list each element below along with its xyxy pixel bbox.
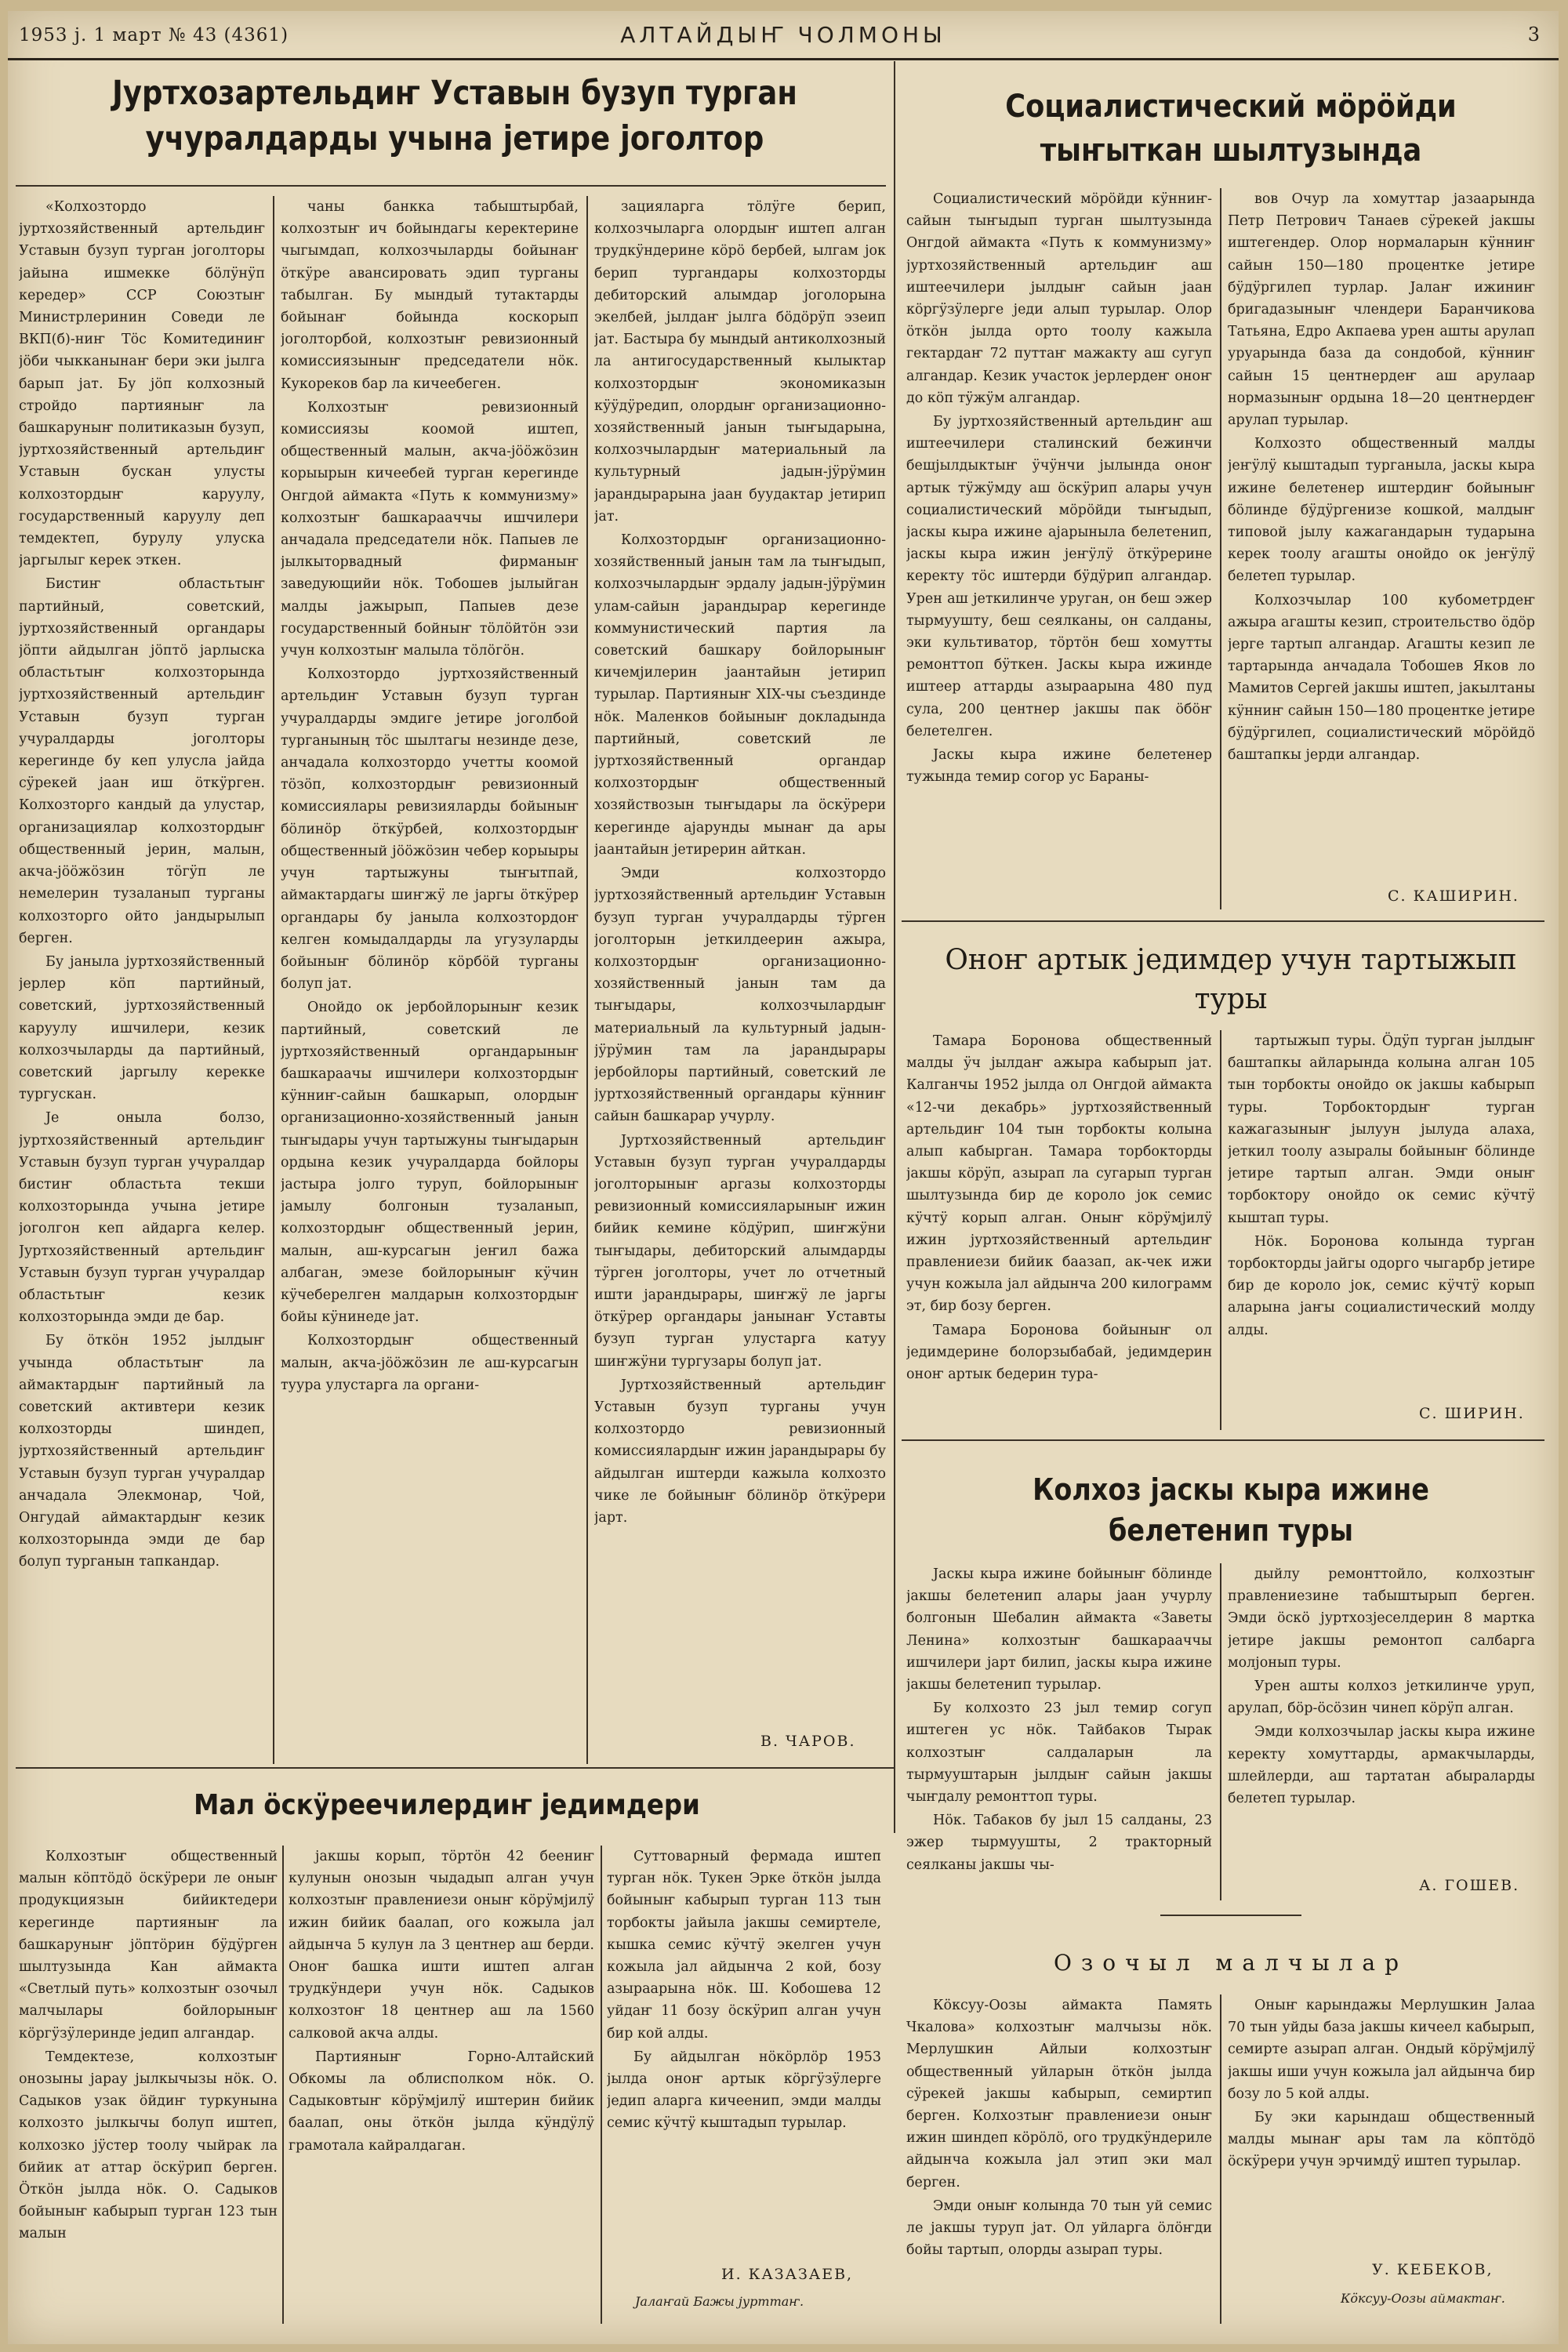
page-number: 3 <box>1527 24 1540 45</box>
paragraph: Колхозто общественный малды јеҥӱлӱ кыштадып турганыла, јаскы кыра ижине белетенер иштердиҥ бойыныҥ бӧлинде бӱдӱргенизе кошкой, малдыҥ типовой јылу кажагандарын тударына керек тоолу агашты онойдо ок јеҥӱлӱ белетеп турылар. <box>1228 436 1535 585</box>
article1-column-1 <box>19 196 265 1756</box>
paragraph: Урен ашты колхоз јеткилинче уруп, арулап, бӧр-ӧсӧзин чинеп кӧрӱп алган. <box>1228 1679 1535 1717</box>
article6-signature: У. КЕБЕКОВ, <box>1372 2261 1494 2278</box>
paragraph: Је оныла болзо, јуртхозяйственный артельдиҥ Уставын бузуп турган учуралдар бистиҥ областьта текши колхозторында учына јетире јоголгон кеп айдарга келер. Јуртхозяйственный артельдиҥ Уставын бузуп турган учуралдар областьтыҥ кезик колхозторында эмди де бар. <box>19 1110 265 1326</box>
divider-bottom-left <box>16 1767 894 1769</box>
paragraph: «Колхозтордо јуртхозяйственный артельдиҥ Уставын бузуп турган јоголторы јайына ишмекке бӧлӱнӱп кередер» ССР Союзтыҥ Министрлеринин Соведи ле ВКП(б)-ниҥ Тӧс Комитединиҥ јӧби чыкканынаҥ бери эки јылга барып јат. Бу јӧп колхозный стройдо партияныҥ ла башкаруныҥ политиказын бузуп, јуртхозяйственный артельдиҥ Уставын бускан улусты колхозтордыҥ каруулу, государственный каруулу деп темдектеп, бурулу улуска јаргылыг керек эткен. <box>19 199 265 569</box>
article1-title: Јуртхозартельдиҥ Уставын бузуп турган учуралдарды учына јетире јоголтор <box>112 74 797 158</box>
article5-column-1 <box>19 1846 278 2324</box>
paragraph: Бистиҥ областьтыҥ партийный, советский, јуртхозяйственный органдары јӧпти айдылган јӧптӧ јарлыска областьтыҥ колхозторында јуртхозяйственный артельдиҥ Уставын бузуп турган учуралдарды јоголторы керегинде бу кеп улусла јайда сӱрекей јаан иш ӧткӱрген. Колхозторго кандый да улустар, организациялар колхозтордыҥ общественный јерин, малын, акча-јӧӧжӧзин тӧгӱп ле немелерин тузаланып турганы колхозторго ойто јандырылып берген. <box>19 576 265 946</box>
article2-column-1 <box>906 188 1212 972</box>
article1-column-3 <box>594 196 886 1717</box>
paragraph: Социалистический мӧрӧйди кӱнниҥ-сайын тыҥыдып турган шылтузында Онгдой аймакта «Путь к коммунизму» јуртхозяйственный артельдиҥ аш иштеечилери јылдыҥ сайын јаан кӧргӱзӱлерге једи алып турылар. Олор ӧткӧн јылда орто тоолу кажыла гектардаҥ 72 путтаҥ мажакту аш сугуп алгандар. Кезик участок јерлердеҥ оноҥ до кӧп тӱжӱм алгандар. <box>906 191 1212 406</box>
article3-column-1 <box>906 1030 1212 1438</box>
paragraph: Онойдо ок јербойлорыныҥ кезик партийный, советский ле јуртхозяйственный органдарыныҥ башкараачы ишчилери колхозтордыҥ кӱнниҥ-сайын башкарып, олордыҥ организационно-хозяйственный јанын тыҥыдары учун тартыжуны тыҥыдарын ордына кезик учуралдарда бойлоры јастыра јолго туруп, бойлорыныҥ јамылу болгонын тузаланып, колхозтордыҥ общественный јерин, малын, аш-курсагын јеҥил бажа албаган, эмезе бойлорыныҥ кӱчин кӱчеберелген малдарын колхозтордыҥ бойы кӱнинеде јат. <box>281 1000 579 1326</box>
paragraph: Јаскы кыра ижине бойыныҥ бӧлинде јакшы белетенип алары јаан учурлу болгонын Шебалин аймакта «Заветы Ленина» колхозтыҥ башкарааччы ишчилери јарт билип, јаскы кыра ижине јакшы белетенип турылар. <box>906 1566 1212 1693</box>
column-divider <box>1220 188 1221 909</box>
article1-title-rule <box>16 185 886 187</box>
masthead <box>8 11 1559 60</box>
column-divider <box>1220 1563 1221 1900</box>
paragraph: Эмди колхозтордо јуртхозяйственный артельдиҥ Уставын бузуп турган учуралдарды тӱрген јоголторын јеткилдеерин ажыра, колхозтордыҥ организационно-хозяйственный јанын там да тыҥыдары, колхозчылардыҥ материальный ла культурный јадын-јӱрӱмин там ла јарандырары јербойлоры партийный, советский ле јуртхозяйственный органдары кӱнниҥ сайын башкарар учурлу. <box>594 866 886 1125</box>
article5-title: Мал ӧскӱреечилердиҥ једимдери <box>194 1789 700 1821</box>
article1-signature: В. ЧАРОВ. <box>760 1733 856 1750</box>
article1-column-2 <box>281 196 579 1756</box>
divider-right-1 <box>902 920 1544 922</box>
divider-main <box>894 61 895 1833</box>
paragraph: Бу јуртхозяйственный артельдиҥ аш иштеечилери сталинский бежинчи бешјылдыктыҥ ӱчӱнчи јылында оноҥ артык тӱжӱмду аш ӧскӱрип алары учун социалистический мӧрӧйди тыҥыдып, јаскы кыра ижине ајарыныла белетенип, јаскы кыра ижин јеҥӱлӱ ӧткӱрерине керекту тӧс иштерди бӱдӱрип алгандар. Урен аш јеткилинче уруган, он беш эжер тырмуушту, беш сеялканы, он салданы, эки культиватор, тӧртӧн беш хомутты ремонттоп бӱткен. Јаскы кыра ижинде иштеер аттарды азыраарына 480 пуд сула, 200 центнер јакшы пак ӧбӧҥ белетелген. <box>906 414 1212 739</box>
paragraph: Тамара Боронова общественный малды ӱч јылдаҥ ажыра кабырып јат. Калганчы 1952 јылда ол Онгдой аймакта «12-чи декабрь» јуртхозяйственный артельдиҥ 104 тын торбокты колына алып кабырган. Тамара торбокторды јакшы кӧрӱп, азырап ла сугарып турган шылтузында бир де короло јок семис кӱчтӱ корып алган. Оныҥ кӧрӱмјилӱ ижин јуртхозяйственный артельдиҥ правлениези бийик баазап, ак-чек ижи учун кожыла јал айдынча 200 килограмм эт, бир бозу берген. <box>906 1033 1212 1315</box>
article4-signature: А. ГОШЕВ. <box>1419 1877 1520 1894</box>
article3-signature: С. ШИРИН. <box>1419 1405 1525 1422</box>
divider-right-2 <box>902 1439 1544 1441</box>
paragraph: Темдектезе, колхозтыҥ онозыны јарау јылкычызы нӧк. О. Садыков узак ӧйдиҥ туркунына колхозто јылкычы болуп иштеп, колхозко јӱстер тоолу чыйрак ла бийик ат аттар ӧскӱрип берген. Ӧткӧн јылда нӧк. О. Садыков бойыныҥ кабырып турган 123 тын малын <box>19 2049 278 2242</box>
article6-signature-place: Кӧксуу-Оозы аймактаҥ. <box>1341 2291 1505 2306</box>
paragraph: Колхозтыҥ общественный малын кӧптӧдӧ ӧскӱрери ле оныҥ продукциязын бийиктедери керегинде партияныҥ ла башкаруныҥ јӧптӧрин бӱдӱрген шылтузында Кан аймакта «Светлый путь» колхозтыҥ озочыл малчылары бойлорыныҥ кӧргӱзӱлеринде једип алгандар. <box>19 1849 278 2042</box>
newspaper-name: АЛТАЙДЫҤ ЧОЛМОНЫ <box>620 22 946 48</box>
column-divider <box>586 196 588 1764</box>
article2-title: Социалистический мӧрӧйди тыҥыткан шылтузында <box>1005 89 1457 169</box>
paragraph: Јуртхозяйственный артельдиҥ Уставын бузуп турганы учун колхозтордо ревизионный комиссиялардыҥ ижин јарандырары бу айдылган иштерди кажыла колхозто чике ле бойыныҥ бӧлинӧр ӧткӱрери јарт. <box>594 1377 886 1526</box>
paragraph: вов Очур ла хомуттар јазаарында Петр Петрович Танаев сӱрекей јакшы иштегендер. Олор нормаларын кӱнниҥ сайын 150—180 процентке јетире бӱдӱргилеп турлар. Јалаҥ ижиниҥ бригадазыныҥ члендери Баранчикова Татьяна, Едро Акпаева урен ашты арулап уруарында база да сондобой, кӱнниҥ сайын 15 центнердеҥ аш арулаар нормазыныҥ ордына 18—20 центнердеҥ арулап турылар. <box>1228 191 1535 429</box>
article4-column-2 <box>1228 1563 1535 1861</box>
article6-title: Озочыл малчылар <box>1053 1950 1409 1976</box>
article5-column-3 <box>607 1846 881 2253</box>
newspaper-page <box>8 11 1559 2344</box>
paragraph: Нӧк. Табаков бу јыл 15 салданы, 23 эжер тырмуушты, 2 тракторный сеялканы јакшы чы- <box>906 1813 1212 1873</box>
paragraph: дыйлу ремонттойло, колхозтыҥ правлениезине табыштырып берген. Эмди ӧскӧ јуртхозјеселдерин 8 мартка јетире јакшы ремонтоп салбарга молјонып туры. <box>1228 1566 1535 1671</box>
paragraph: Партияныҥ Горно-Алтайский Обкомы ла облисполком нӧк. О. Садыковтыҥ кӧрӱмјилӱ иштерин бийик баалап, оны ӧткӧн јылда кӱндӱлӱ грамотала кайралдаган. <box>289 2049 594 2154</box>
paragraph: Эмди колхозчылар јаскы кыра ижине керекту хомуттарды, армакчыларды, шлейлерди, аш тартатан абыраларды белетеп турылар. <box>1228 1724 1535 1807</box>
paragraph: Суттоварный фермада иштеп турган нӧк. Тукен Эрке ӧткӧн јылда бойыныҥ кабырып турган 113 тын торбокты јайыла јакшы семиртеле, кышка семис кӱчтӱ экелген учун кожыла јал айдынча 2 кой, бозу азыраарына нӧк. Ш. Кобошева 12 уйдаҥ 11 бозу ӧскӱрип алган учун бир кой алды. <box>607 1849 881 2042</box>
paragraph: Колхозтордо јуртхозяйственный артельдиҥ Уставын бузуп турган учуралдарды эмдиге јетире јоголбой турганының тӧс шылтагы незинде дезе, анчадала колхозтордо учетты коомой тӧзӧп, колхозтордыҥ ревизионный комиссиялары ревизияларды бойыныҥ бӧлинӧр ӧткӱрбей, колхозтордыҥ общественный јӧӧжӧзин чебер корыыры учун тартыжуны тыҥытпай, аймактардагы шиҥжӱ ле јаргы ӧткӱрер органдары бу јаныла колхозтордоҥ келген комыдалдарды ла угузуларды бойыныҥ бӧлинӧр кӧрбӧй турганы болуп јат. <box>281 666 579 993</box>
article5-signature-place: Јалаҥай Бажы јурттаҥ. <box>635 2294 804 2309</box>
issue-date: 1953 ј. 1 март № 43 (4361) <box>19 25 289 45</box>
article6-column-2 <box>1228 1994 1535 2230</box>
paragraph: Бу эки карындаш общественный малды мынаҥ ары там ла кӧптӧдӧ ӧскӱрери учун эрчимдӱ иштеп турылар. <box>1228 2110 1535 2170</box>
paragraph: Тамара Боронова бойыныҥ ол једимдерине болорзыбабай, једимдерин оноҥ артык бедерин тура- <box>906 1322 1212 1383</box>
divider-right-3 <box>1160 1915 1301 1916</box>
paragraph: Бу айдылган нӧкӧрлӧр 1953 јылда оноҥ артык кӧргӱзӱлерге једип аларга кичеенип, эмди малды семис кӱчтӱ кыштадып турылар. <box>607 2049 881 2132</box>
article3-title: Оноҥ артык једимдер учун тартыжып туры <box>945 944 1517 1015</box>
column-divider <box>1220 1030 1221 1430</box>
paragraph: Бу колхозто 23 јыл темир согуп иштеген ус нӧк. Тайбаков Тырак колхозтыҥ салдаларын ла тырмууштарын јылдыҥ сайын јакшы чыҥдалу ремонттоп туры. <box>906 1700 1212 1806</box>
paragraph: тартыжып туры. Ӧдӱп турган јылдыҥ баштапкы айларында колына алган 105 тын торбокты онойдо ок јакшы кабырып туры. Торбоктордыҥ турган кажагазыныҥ јылуун јылуда алаха, јеткил тоолу азыралы бойыныҥ бӧлинде јетире тартып алган. Эмди оныҥ торбоктору онойдо ок семис кӱчтӱ кыштап туры. <box>1228 1033 1535 1226</box>
paragraph: Нӧк. Боронова колында турган торбокторды јайгы одорго чыгарбр јетире бир де короло јок, семис кӱчтӱ корып аларына јаҥы социалистический молду алды. <box>1228 1233 1535 1338</box>
article4-column-1 <box>906 1563 1212 1900</box>
paragraph: Колхозтордыҥ организационно-хозяйственный јанын там ла тыҥыдып, колхозчылардыҥ эрдалу јадын-јӱрӱмин улам-сайын јарандырар керегинде коммунистический партия ла советский башкару бойлорыныҥ кичемјилерин јаантайын јетирип турылар. Партияныҥ XIX-чы съездинде нӧк. Маленков бойыныҥ докладында партийный, советский ле јуртхозяйственный органдар колхозтордыҥ общественный хозяйствозын тыҥыдары ла ӧскӱрери керегинде ајарунды мынаҥ да ары јаантайын јетирерин айткан. <box>594 532 886 858</box>
paragraph: Оныҥ карындажы Мерлушкин Јалаа 70 тын уйды база јакшы кичеел кабырып, семирте азырап алган. Ондый кӧрӱмјилӱ јакшы иши учун кожыла јал айдынча бир бозу ло 5 кой алды. <box>1228 1998 1535 2102</box>
column-divider <box>1220 1994 1221 2324</box>
paragraph: Јуртхозяйственный артельдиҥ Уставын бузуп турган учуралдарды јоголторыныҥ аргазы колхозторды ревизионный комиссияларыныҥ ижин бийик кемине кӧдӱрип, шиҥжӱни тыҥыдары, дебиторский алымдарды тӱрген јоголторы, учет ло отчетный ишти јарандырары, шиҥжӱ ле јаргы ӧткӱрер органдары јанынаҥ Уставты бузуп турган улустарга катуу шиҥжӱни тургузары болуп јат. <box>594 1132 886 1370</box>
paragraph: Јаскы кыра ижине белетенер тужында темир согор ус Бараны- <box>906 747 1212 786</box>
paragraph: Бу ӧткӧн 1952 јылдыҥ учында областьтыҥ ла аймактардыҥ партийный ла советский активтери кезик колхозторды шиндеп, јуртхозяйственный артельдиҥ Уставын бузуп турган учуралдар анчадала Элекмонар, Чой, Онгудай аймактардыҥ кезик колхозторында эмди де бар болуп турганын тапкандар. <box>19 1333 265 1570</box>
article2-column-2 <box>1228 188 1535 870</box>
paragraph: Колхозчылар 100 кубометрдеҥ ажыра агашты кезип, строительство ӧдӧр јерге тартып алгандар. Агашты кезип ле тартарында анчадала Тобошев Яков ло Мамитов Сергей јакшы иштеп, јакылтаны кӱнниҥ сайын 150—180 процентке јетире бӱдӱргилеп, социалистический мӧрӧйдӧ баштапкы јерди алгандар. <box>1228 592 1535 764</box>
paragraph: Кӧксуу-Оозы аймакта Память Чкалова» колхозтыҥ малчызы нӧк. Мерлушкин Айлыи колхозтыҥ общественный уйларын ӧткӧн јылда сӱрекей јакшы кабырып, семиртип берген. Колхозтыҥ правлениези оныҥ ижин шиндеп кӧрӧлӧ, ого трудкӱндериле айдынча кожыла јал этип эки мал берген. <box>906 1998 1212 2190</box>
paragraph: зацияларга тӧлӱге берип, колхозчыларга олордыҥ иштеп алган трудкӱндерине кӧрӧ бербей, ылгам јок берип тургандары колхозторды дебиторский алымдар јоголорына экелбей, јылдаҥ јылга бӧдӧрӱп эзеип јат. Бастыра бу мындый антиколхозный ла антигосударственный кылыктар колхозтордыҥ экономиказын кӱӱдӱредип, олордыҥ организационно-хозяйственный јанын тыҥыдарына, колхозчылардыҥ материальный ла культурный јадын-јӱрӱмин јарандырарына јаан буудактар јетирип јат. <box>594 199 886 524</box>
paragraph: Эмди оныҥ колында 70 тын уй семис ле јакшы туруп јат. Ол уйларга ӧлӧҥди бойы тартып, олорды азырап туры. <box>906 2198 1212 2259</box>
column-divider <box>282 1846 284 2324</box>
article2-signature: С. КАШИРИН. <box>1388 887 1519 905</box>
article4-title: Колхоз јаскы кыра ижине белетенип туры <box>1033 1472 1429 1548</box>
column-divider <box>273 196 274 1764</box>
paragraph: чаны банкка табыштырбай, колхозтыҥ ич бойындагы керектерине чыгымдап, колхозчыларды бойынаҥ ӧткӱре авансировать эдип турганы табылган. Бу мындый тутактарды бойынаҥ бойында коскорып јоголторбой, колхозтыҥ ревизионный комиссиязыныҥ председатели нӧк. Кукореков бар ла кичеебеген. <box>281 199 579 392</box>
column-divider <box>601 1846 602 2324</box>
paragraph: Колхозтордыҥ общественный малын, акча-јӧӧжӧзин ле аш-курсагын туура улустарга ла органи- <box>281 1333 579 1393</box>
article3-column-2 <box>1228 1030 1535 1383</box>
article5-signature: И. КАЗАЗАЕВ, <box>721 2266 854 2283</box>
article5-column-2 <box>289 1846 594 2324</box>
paragraph: јакшы корып, тӧртӧн 42 беениҥ кулунын онозын чыдадып алган учун колхозтыҥ правлениези оныҥ кӧрӱмјилӱ ижин бийик баалап, ого кожыла јал айдынча 5 кулун ла 3 центнер аш берди. Оноҥ башка ишти иштеп алган трудкӱндери учун нӧк. Садыков колхозтоҥ 18 центнер аш ла 1560 салковой акча алды. <box>289 1849 594 2042</box>
paragraph: Бу јаныла јуртхозяйственный јерлер кӧп партийный, советский, јуртхозяйственный каруулу ишчилери, кезик колхозчыларды да партийный, советский јаргылу керекке тургускан. <box>19 953 265 1103</box>
article6-column-1 <box>906 1994 1212 2324</box>
paragraph: Колхозтыҥ ревизионный комиссиязы коомой иштеп, общественный малын, акча-јӧӧжӧзин корыырын кичеебей турган керегинде Онгдой аймакта «Путь к коммунизму» колхозтыҥ башкарааччы ишчилери анчадала председатели нӧк. Папыев ле јылкыторвадный фирманыҥ заведующийи нӧк. Тобошев јылыйган малды јажырып, Папыев дезе государственный бойныҥ тӧлӧйтӧн эзи учун колхозтыҥ малыла тӧлӧгӧн. <box>281 399 579 659</box>
